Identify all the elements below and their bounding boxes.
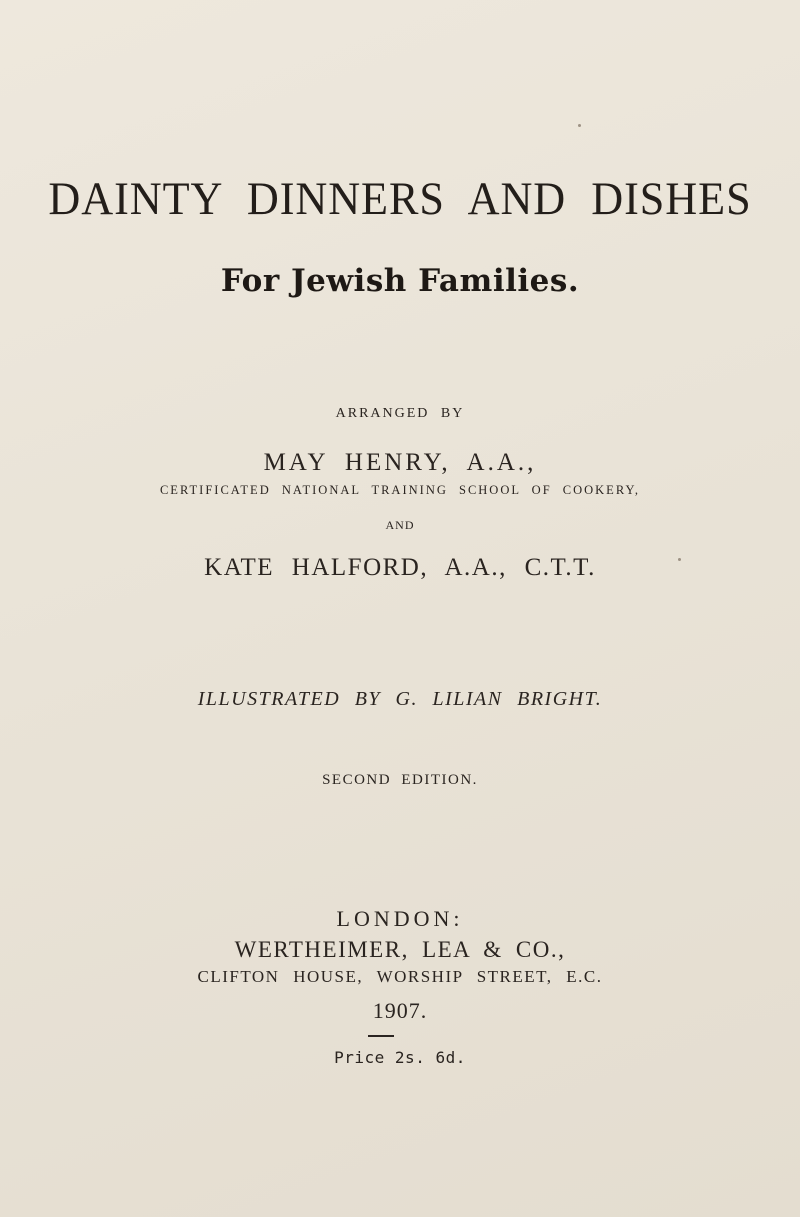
author-name-2: KATE HALFORD, A.A., C.T.T.	[204, 554, 596, 581]
and-conjunction: AND	[385, 518, 415, 532]
paper-speck	[578, 124, 581, 127]
imprint-address: CLIFTON HOUSE, WORSHIP STREET, E.C.	[197, 967, 603, 986]
imprint-publisher: WERTHEIMER, LEA & CO.,	[234, 937, 566, 962]
paper-speck	[678, 558, 681, 561]
author-name-1: MAY HENRY, A.A.,	[263, 449, 537, 476]
edition-label: SECOND EDITION.	[322, 772, 478, 788]
imprint-year: 1907.	[372, 998, 428, 1023]
price-label: Price 2s. 6d.	[334, 1048, 466, 1067]
book-title: DAINTY DINNERS AND DISHES	[48, 173, 752, 225]
divider-rule	[368, 1035, 394, 1037]
book-subtitle: For Jewish Families.	[220, 263, 580, 299]
illustrator-credit: ILLUSTRATED BY G. LILIAN BRIGHT.	[197, 688, 603, 710]
imprint-city: LONDON:	[336, 906, 464, 931]
arranged-by-label: ARRANGED BY	[335, 406, 465, 421]
author-credential-1: CERTIFICATED NATIONAL TRAINING SCHOOL OF COOKERY,	[159, 483, 641, 497]
